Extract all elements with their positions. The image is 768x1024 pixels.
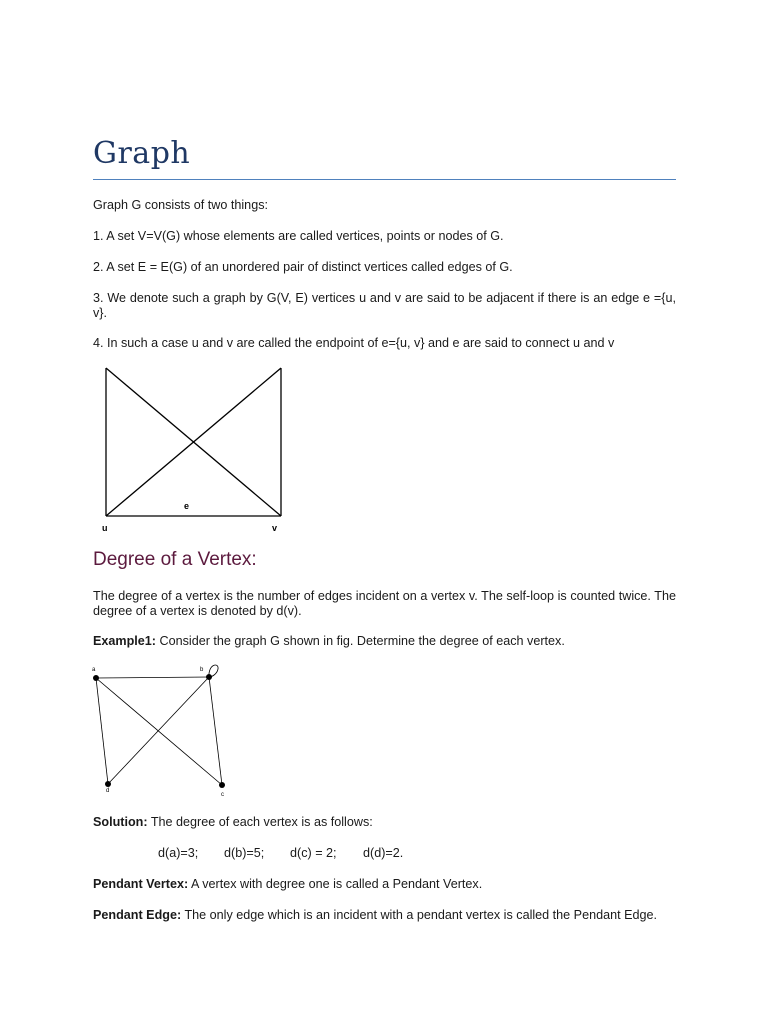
vertex-b <box>206 674 212 680</box>
edge-b-d <box>108 677 209 784</box>
degree-d: d(d)=2. <box>363 846 404 860</box>
graph-figure-1 <box>100 362 290 537</box>
solution-label: Solution: <box>93 815 148 829</box>
edge-a-b <box>96 677 209 678</box>
degree-c: d(c) = 2; <box>290 846 337 860</box>
pendant-vertex-text: A vertex with degree one is called a Pendant Vertex. <box>188 877 483 891</box>
vertex-d <box>105 781 111 787</box>
vertex-a <box>93 675 99 681</box>
degree-heading: Degree of a Vertex: <box>93 549 257 570</box>
example-text: Consider the graph G shown in fig. Determine the degree of each vertex. <box>156 634 565 648</box>
degree-a: d(a)=3; <box>158 846 199 860</box>
pendant-vertex-label: Pendant Vertex: <box>93 877 189 891</box>
degree-b: d(b)=5; <box>224 846 265 860</box>
edge-label-e: e <box>184 501 190 511</box>
point-3: 3. We denote such a graph by G(V, E) vertices u and v are said to be adjacent if there is an edge e ={u, v}. <box>93 291 676 320</box>
example-label: Example1: <box>93 634 156 648</box>
graph-figure-2 <box>88 660 233 800</box>
edge-b-c <box>209 677 222 785</box>
point-4: 4. In such a case u and v are called the endpoint of e={u, v} and e are said to connect u and v <box>93 336 615 350</box>
pendant-edge-text: The only edge which is an incident with a pendant vertex is called the Pendant Edge. <box>181 908 658 922</box>
vertex-label-u: u <box>102 523 108 533</box>
vertex-c <box>219 782 225 788</box>
point-1: 1. A set V=V(G) whose elements are called vertices, points or nodes of G. <box>93 229 504 243</box>
vertex-label-v: v <box>272 523 278 533</box>
vertex-label-b: b <box>200 667 204 673</box>
vertex-label-d: d <box>106 788 110 794</box>
pendant-edge-label: Pendant Edge: <box>93 908 182 922</box>
degree-paragraph: The degree of a vertex is the number of edges incident on a vertex v. The self-loop is counted twice. The degree of a vertex is denoted by d(v). <box>93 589 676 618</box>
point-2: 2. A set E = E(G) of an unordered pair of distinct vertices called edges of G. <box>93 260 513 274</box>
intro-paragraph: Graph G consists of two things: <box>93 198 268 212</box>
title-underline <box>93 179 676 180</box>
vertex-label-a: a <box>92 667 96 673</box>
page-title: Graph <box>93 136 191 171</box>
edge-a-c <box>96 678 222 785</box>
edge-a-d <box>96 678 108 784</box>
solution-text: The degree of each vertex is as follows: <box>147 815 373 829</box>
vertex-label-c: c <box>221 792 224 798</box>
